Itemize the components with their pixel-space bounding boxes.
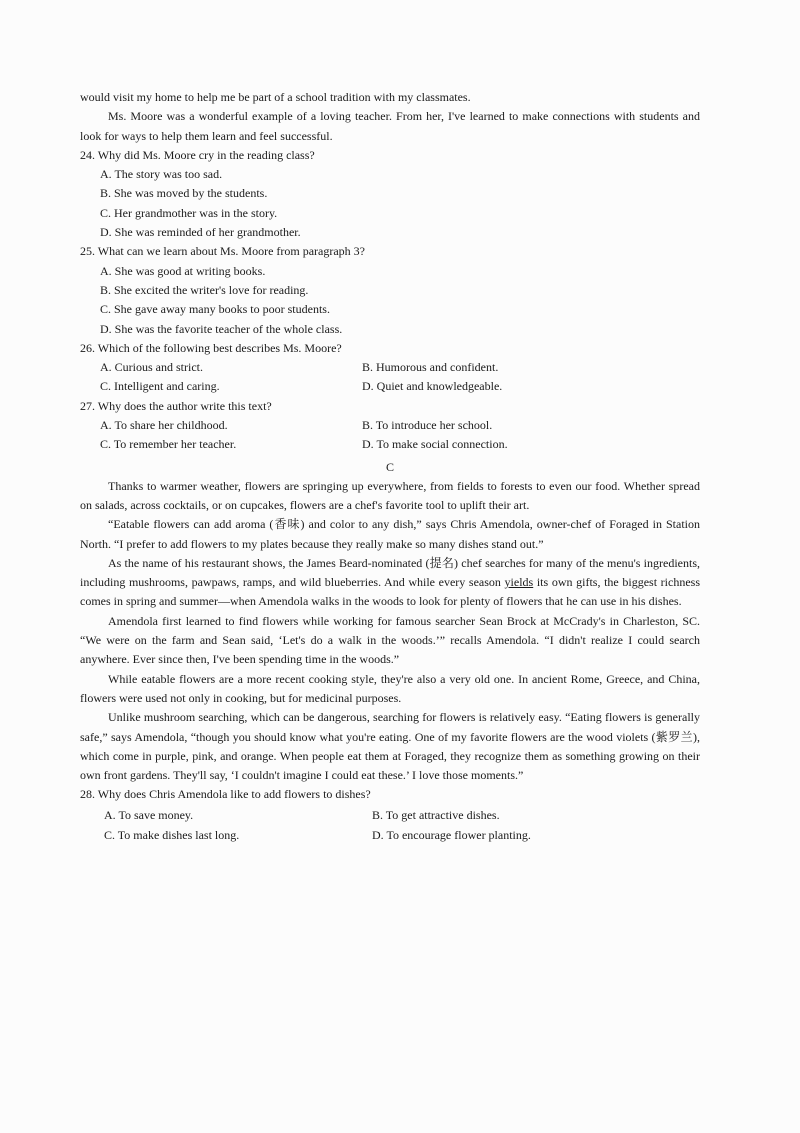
question-24-option-b: B. She was moved by the students. xyxy=(100,186,268,201)
passage-b-closing-line: would visit my home to help me be part of a school tradition with my classmates. xyxy=(80,90,471,104)
passage-c-paragraph-3-part-2: its own gifts, the biggest richness comes in spring and summer—when Amendola walks in the woods to look for plenty of flowers that he can use in his dishes. xyxy=(80,575,700,609)
question-28-stem: 28. Why does Chris Amendola like to add flowers to dishes? xyxy=(80,787,371,802)
passage-c-paragraph-6: Unlike mushroom searching, which can be dangerous, searching for flowers is relatively easy. “Eating flowers is generally safe,” says Amendola, “though you should know what you're eating. One of my favorite flowers are the wood violets (紫罗兰), which come in purple, pink, and orange. When people eat them at Foraged, they recognize them as something growing on their own front gardens. They'll say, ‘I couldn't imagine I could eat these.’ I love those moments.” xyxy=(80,710,700,783)
question-26-options-row-2 xyxy=(100,377,700,396)
question-24-option-c: C. Her grandmother was in the story. xyxy=(100,205,278,220)
passage-b-last-paragraph: Ms. Moore was a wonderful example of a loving teacher. From her, I've learned to make connections with students and look for ways to help them learn and feel successful. xyxy=(80,109,700,143)
question-27-options-row-2 xyxy=(100,435,700,454)
passage-c-paragraph-4: Amendola first learned to find flowers while working for famous searcher Sean Brock at McCrady's in Charleston, SC. “We were on the farm and Sean said, ‘Let's do a walk in the woods.’” recalls Amendola. “I didn't realize I could search anywhere. Ever since then, I've been spending time in the woods.” xyxy=(80,613,700,667)
question-26-option-d: D. Quiet and knowledgeable. xyxy=(362,379,503,394)
question-24-option-a: A. The story was too sad. xyxy=(100,167,223,182)
question-26-option-a: A. Curious and strict. xyxy=(100,360,203,375)
question-25-option-a: A. She was good at writing books. xyxy=(100,263,266,278)
passage-c-paragraph-2: “Eatable flowers can add aroma (香味) and color to any dish,” says Chris Amendola, owner-chef of Foraged in Station North. “I prefer to add flowers to my plates because they really make so many dishes stand out.” xyxy=(80,517,700,551)
question-24-option-d: D. She was reminded of her grandmother. xyxy=(100,225,301,240)
question-28-option-a: A. To save money. xyxy=(104,807,194,822)
passage-c-paragraph-1: Thanks to warmer weather, flowers are springing up everywhere, from fields to forests to even our food. Whether spread on salads, across cocktails, or on cupcakes, flowers are a chef's favorite tool to uplift their art. xyxy=(80,478,700,512)
passage-c-paragraph-3 xyxy=(80,554,700,612)
question-27-stem: 27. Why does the author write this text? xyxy=(80,398,272,413)
question-25-option-d: D. She was the favorite teacher of the whole class. xyxy=(100,321,343,336)
question-25-option-b: B. She excited the writer's love for reading. xyxy=(100,282,309,297)
question-26-option-c: C. Intelligent and caring. xyxy=(100,379,220,394)
underlined-word-yields: yields xyxy=(504,575,534,590)
passage-c-paragraph-5: While eatable flowers are a more recent cooking style, they're also a very old one. In ancient Rome, Greece, and China, flowers were used not only in cooking, but for medicinal purposes. xyxy=(80,671,700,705)
question-25-stem: 25. What can we learn about Ms. Moore from paragraph 3? xyxy=(80,244,366,259)
question-26-stem: 26. Which of the following best describes Ms. Moore? xyxy=(80,340,342,355)
question-27-options-row-1 xyxy=(100,416,700,435)
question-28-option-d: D. To encourage flower planting. xyxy=(372,827,531,842)
question-26-options-row-1 xyxy=(100,358,700,377)
question-25-option-c: C. She gave away many books to poor students. xyxy=(100,302,330,317)
passage-c-paragraph-3-part-1: As the name of his restaurant shows, the James Beard-nominated (提名) chef searches for many of the menu's ingredients, including mushrooms, pawpaws, ramps, and wild blueberries. And while every season xyxy=(80,555,700,590)
question-28-options-row-1 xyxy=(104,805,700,825)
question-26-option-b: B. Humorous and confident. xyxy=(362,360,499,375)
question-28-option-c: C. To make dishes last long. xyxy=(104,827,240,842)
question-28-options-row-2 xyxy=(104,825,700,845)
question-24-stem: 24. Why did Ms. Moore cry in the reading class? xyxy=(80,147,315,162)
question-27-option-c: C. To remember her teacher. xyxy=(100,437,237,452)
section-c-label: C xyxy=(385,459,394,474)
question-27-option-d: D. To make social connection. xyxy=(362,437,508,452)
question-28-option-b: B. To get attractive dishes. xyxy=(372,807,500,822)
question-27-option-b: B. To introduce her school. xyxy=(362,418,493,433)
question-27-option-a: A. To share her childhood. xyxy=(100,418,228,433)
